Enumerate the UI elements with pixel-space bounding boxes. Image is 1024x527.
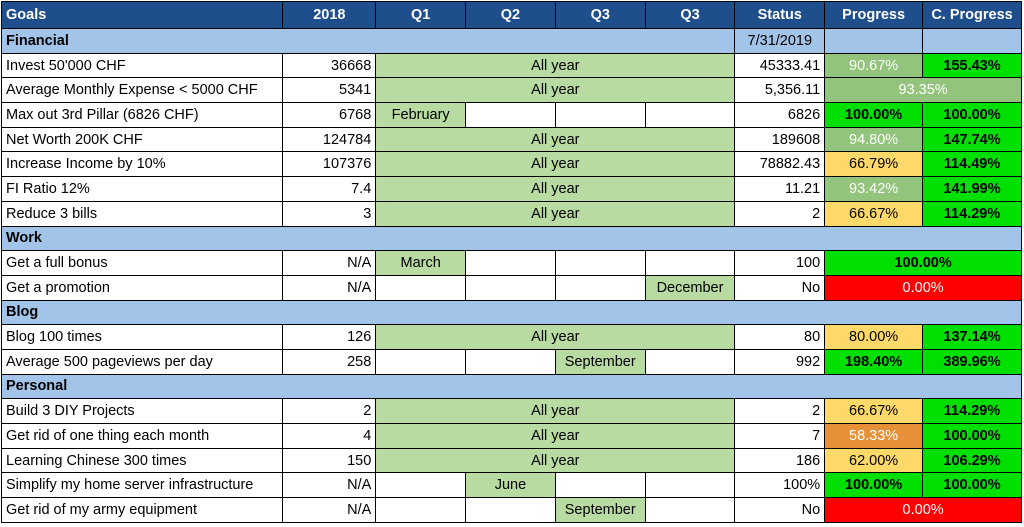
progress-value: 100.00% xyxy=(825,473,923,498)
status-value: 80 xyxy=(735,325,825,350)
goal-name: Get a full bonus xyxy=(2,251,283,276)
section-title: Blog xyxy=(2,300,1022,325)
section-row-financial xyxy=(2,29,1022,54)
c-progress-value: 114.29% xyxy=(923,201,1022,226)
progress-value: 58.33% xyxy=(825,424,923,449)
status-value: No xyxy=(735,498,825,523)
status-value: 78882.43 xyxy=(735,152,825,177)
status-value: 7 xyxy=(735,424,825,449)
value-2018: 258 xyxy=(283,349,376,374)
period-cell: All year xyxy=(376,78,735,103)
value-2018: N/A xyxy=(283,473,376,498)
status-value: 186 xyxy=(735,448,825,473)
progress-value: 93.42% xyxy=(825,177,923,202)
value-2018: N/A xyxy=(283,251,376,276)
table-row xyxy=(2,127,1022,152)
goal-name: Increase Income by 10% xyxy=(2,152,283,177)
section-title: Personal xyxy=(2,374,1022,399)
header-progress: Progress xyxy=(825,2,923,29)
section-title: Work xyxy=(2,226,1022,251)
goal-name: Build 3 DIY Projects xyxy=(2,399,283,424)
status-value: 2 xyxy=(735,201,825,226)
c-progress-value: 106.29% xyxy=(923,448,1022,473)
period-cell: September xyxy=(555,498,645,523)
c-progress-value: 389.96% xyxy=(923,349,1022,374)
goal-name: Net Worth 200K CHF xyxy=(2,127,283,152)
header-status: Status xyxy=(735,2,825,29)
c-progress-value: 100.00% xyxy=(923,103,1022,128)
value-2018: 107376 xyxy=(283,152,376,177)
progress-merged-value: 0.00% xyxy=(825,275,1022,300)
progress-merged-value: 100.00% xyxy=(825,251,1022,276)
value-2018: N/A xyxy=(283,275,376,300)
value-2018: 126 xyxy=(283,325,376,350)
goal-name: Average Monthly Expense < 5000 CHF xyxy=(2,78,283,103)
c-progress-value: 100.00% xyxy=(923,424,1022,449)
goal-name: Get rid of my army equipment xyxy=(2,498,283,523)
period-cell: All year xyxy=(376,177,735,202)
header-q3: Q3 xyxy=(555,2,645,29)
c-progress-value: 155.43% xyxy=(923,53,1022,78)
section-row-personal xyxy=(2,374,1022,399)
table-row xyxy=(2,78,1022,103)
header-q1: Q1 xyxy=(376,2,466,29)
progress-value: 94.80% xyxy=(825,127,923,152)
table-row xyxy=(2,399,1022,424)
value-2018: 6768 xyxy=(283,103,376,128)
status-value: No xyxy=(735,275,825,300)
table-row xyxy=(2,251,1022,276)
value-2018: 124784 xyxy=(283,127,376,152)
goal-name: Simplify my home server infrastructure xyxy=(2,473,283,498)
table-row xyxy=(2,448,1022,473)
status-value: 992 xyxy=(735,349,825,374)
value-2018: 36668 xyxy=(283,53,376,78)
period-cell: All year xyxy=(376,325,735,350)
progress-value: 90.67% xyxy=(825,53,923,78)
status-value: 6826 xyxy=(735,103,825,128)
period-cell: September xyxy=(555,349,645,374)
value-2018: 4 xyxy=(283,424,376,449)
period-cell: All year xyxy=(376,53,735,78)
goal-name: Learning Chinese 300 times xyxy=(2,448,283,473)
c-progress-value: 147.74% xyxy=(923,127,1022,152)
section-row-blog xyxy=(2,300,1022,325)
progress-merged-value: 0.00% xyxy=(825,498,1022,523)
goal-name: Average 500 pageviews per day xyxy=(2,349,283,374)
period-cell: All year xyxy=(376,152,735,177)
goal-name: Get a promotion xyxy=(2,275,283,300)
status-value: 45333.41 xyxy=(735,53,825,78)
table-row xyxy=(2,177,1022,202)
progress-value: 62.00% xyxy=(825,448,923,473)
table-row xyxy=(2,103,1022,128)
table-row xyxy=(2,325,1022,350)
goal-name: Max out 3rd Pillar (6826 CHF) xyxy=(2,103,283,128)
value-2018: 150 xyxy=(283,448,376,473)
table-row xyxy=(2,201,1022,226)
period-cell: February xyxy=(376,103,466,128)
status-value: 5,356.11 xyxy=(735,78,825,103)
value-2018: 3 xyxy=(283,201,376,226)
table-row xyxy=(2,349,1022,374)
table-row xyxy=(2,473,1022,498)
c-progress-value: 100.00% xyxy=(923,473,1022,498)
period-cell: All year xyxy=(376,127,735,152)
status-value: 2 xyxy=(735,399,825,424)
header-row xyxy=(2,2,1022,29)
period-cell: All year xyxy=(376,448,735,473)
period-cell: All year xyxy=(376,424,735,449)
period-cell: All year xyxy=(376,201,735,226)
table-row xyxy=(2,275,1022,300)
progress-value: 198.40% xyxy=(825,349,923,374)
goal-name: Blog 100 times xyxy=(2,325,283,350)
table-row xyxy=(2,424,1022,449)
header-c-progress: C. Progress xyxy=(923,2,1022,29)
c-progress-value: 137.14% xyxy=(923,325,1022,350)
status-value: 100% xyxy=(735,473,825,498)
value-2018: 7.4 xyxy=(283,177,376,202)
status-date: 7/31/2019 xyxy=(735,29,825,54)
section-row-work xyxy=(2,226,1022,251)
goal-name: Invest 50'000 CHF xyxy=(2,53,283,78)
goal-name: FI Ratio 12% xyxy=(2,177,283,202)
progress-value: 80.00% xyxy=(825,325,923,350)
status-value: 100 xyxy=(735,251,825,276)
goal-name: Reduce 3 bills xyxy=(2,201,283,226)
header-q2: Q2 xyxy=(466,2,556,29)
header-goals: Goals xyxy=(2,2,283,29)
c-progress-value: 141.99% xyxy=(923,177,1022,202)
status-value: 189608 xyxy=(735,127,825,152)
value-2018: 2 xyxy=(283,399,376,424)
status-value: 11.21 xyxy=(735,177,825,202)
table-row xyxy=(2,53,1022,78)
c-progress-value: 114.29% xyxy=(923,399,1022,424)
section-title: Financial xyxy=(2,29,735,54)
value-2018: 5341 xyxy=(283,78,376,103)
progress-value: 66.67% xyxy=(825,201,923,226)
goals-table xyxy=(1,1,1022,523)
progress-value: 66.67% xyxy=(825,399,923,424)
value-2018: N/A xyxy=(283,498,376,523)
c-progress-value: 114.49% xyxy=(923,152,1022,177)
period-cell: All year xyxy=(376,399,735,424)
period-cell: June xyxy=(466,473,556,498)
table-row xyxy=(2,152,1022,177)
progress-value: 100.00% xyxy=(825,103,923,128)
table-row xyxy=(2,498,1022,523)
progress-value: 66.79% xyxy=(825,152,923,177)
period-cell: March xyxy=(376,251,466,276)
header-2018: 2018 xyxy=(283,2,376,29)
period-cell: December xyxy=(645,275,735,300)
progress-merged-value: 93.35% xyxy=(825,78,1022,103)
goal-name: Get rid of one thing each month xyxy=(2,424,283,449)
header-q4: Q3 xyxy=(645,2,735,29)
